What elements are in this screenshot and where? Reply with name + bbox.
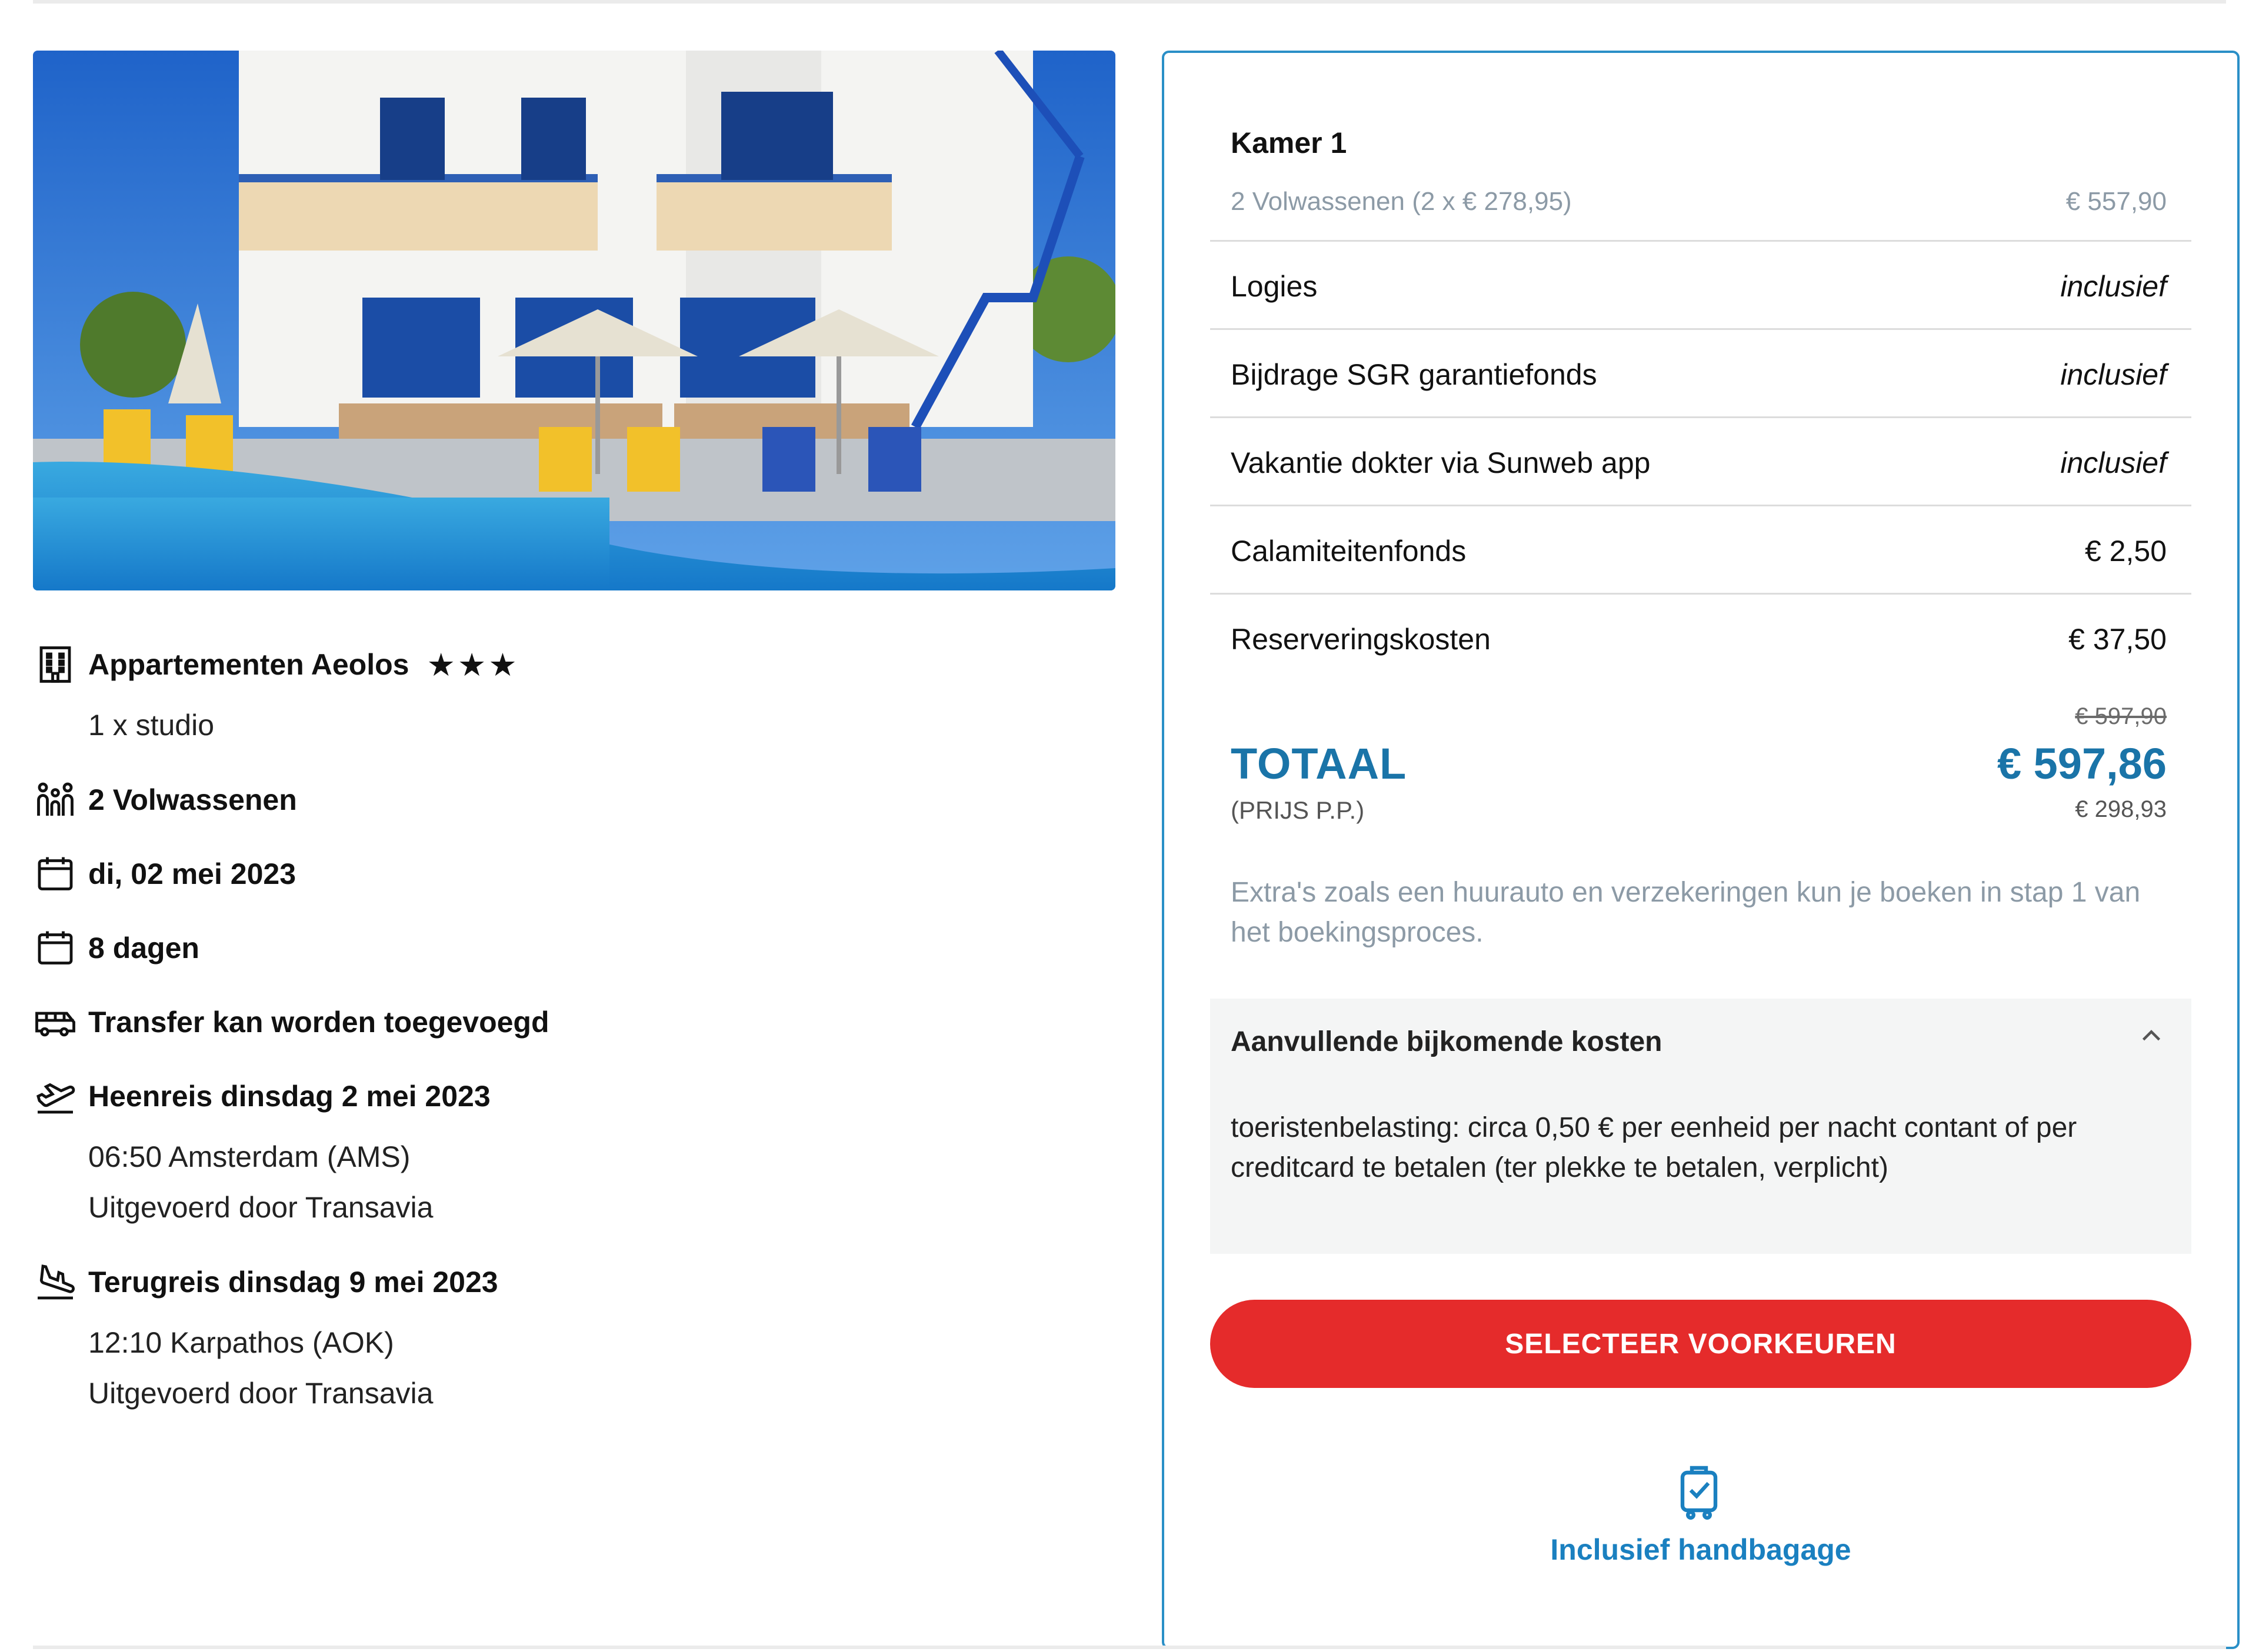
room-amount: € 557,90 — [2065, 187, 2167, 216]
travellers-label: 2 Volwassenen — [88, 783, 297, 816]
return-flight-row — [33, 1260, 498, 1304]
line-value-calamity: € 2,50 — [2084, 535, 2167, 568]
duration: 8 dagen — [88, 932, 199, 964]
hotel-name-row — [33, 642, 519, 687]
room-type: 1 x studio — [88, 709, 215, 742]
calendar-icon — [33, 926, 78, 970]
building-icon — [33, 642, 78, 687]
additional-costs-text: toeristenbelasting: circa 0,50 € per eenheid per nacht contant of per creditcard te betalen (ter plekke te betalen, verplicht) — [1231, 1112, 2077, 1183]
line-value-logies: inclusief — [2060, 270, 2167, 303]
plane-departure-icon — [33, 1074, 78, 1119]
line-label-booking-fee: Reserveringskosten — [1231, 623, 1491, 656]
bus-icon — [33, 1000, 78, 1044]
divider — [1210, 505, 2191, 506]
room-title: Kamer 1 — [1231, 126, 1347, 159]
travellers-row — [33, 777, 297, 822]
suitcase-check-icon — [1675, 1463, 1722, 1520]
hotel-stars: ★★★ — [427, 647, 519, 683]
extras-note: Extra's zoals een huurauto en verzekeringen kun je boeken in stap 1 van het boekingsproces. — [1231, 877, 2141, 948]
top-divider — [33, 0, 2226, 4]
room-occupancy: 2 Volwassenen (2 x € 278,95) — [1231, 187, 1572, 216]
total-label: TOTAAL — [1231, 739, 1407, 788]
line-value-sgr: inclusief — [2060, 358, 2167, 391]
divider — [1210, 328, 2191, 330]
bottom-divider — [33, 1646, 2226, 1649]
transfer-label: Transfer kan worden toegevoegd — [88, 1006, 549, 1039]
hotel-photo[interactable] — [33, 51, 1115, 590]
line-label-doctor: Vakantie dokter via Sunweb app — [1231, 446, 1651, 479]
transfer-row — [33, 1000, 549, 1044]
return-operator: Uitgevoerd door Transavia — [88, 1377, 434, 1410]
old-total-price: € 597,90 — [2075, 703, 2167, 729]
outbound-title: Heenreis dinsdag 2 mei 2023 — [88, 1080, 491, 1113]
divider — [1210, 240, 2191, 242]
outbound-flight-row — [33, 1074, 491, 1119]
calendar-icon — [33, 852, 78, 896]
return-time-place: 12:10 Karpathos (AOK) — [88, 1326, 394, 1359]
hand-baggage-label: Inclusief handbagage — [1550, 1533, 1851, 1566]
additional-costs-title[interactable]: Aanvullende bijkomende kosten — [1231, 1026, 1662, 1057]
chevron-up-icon[interactable] — [2135, 1020, 2167, 1052]
line-value-doctor: inclusief — [2060, 446, 2167, 479]
per-person-label: (PRIJS P.P.) — [1231, 796, 1365, 824]
divider — [1210, 416, 2191, 418]
line-label-calamity: Calamiteitenfonds — [1231, 535, 1467, 568]
departure-date-row — [33, 852, 296, 896]
divider — [1210, 593, 2191, 595]
plane-arrival-icon — [33, 1260, 78, 1304]
family-icon — [33, 777, 78, 822]
line-value-booking-fee: € 37,50 — [2068, 623, 2167, 656]
total-price: € 597,86 — [1997, 739, 2167, 788]
duration-row — [33, 926, 199, 970]
outbound-operator: Uitgevoerd door Transavia — [88, 1191, 434, 1224]
outbound-time-place: 06:50 Amsterdam (AMS) — [88, 1140, 411, 1173]
line-label-logies: Logies — [1231, 270, 1318, 303]
departure-date: di, 02 mei 2023 — [88, 857, 296, 890]
hotel-name: Appartementen Aeolos — [88, 648, 409, 681]
per-person-price: € 298,93 — [2075, 796, 2167, 822]
select-preferences-button[interactable]: SELECTEER VOORKEUREN — [1210, 1300, 2191, 1388]
line-label-sgr: Bijdrage SGR garantiefonds — [1231, 358, 1597, 391]
return-title: Terugreis dinsdag 9 mei 2023 — [88, 1266, 498, 1299]
